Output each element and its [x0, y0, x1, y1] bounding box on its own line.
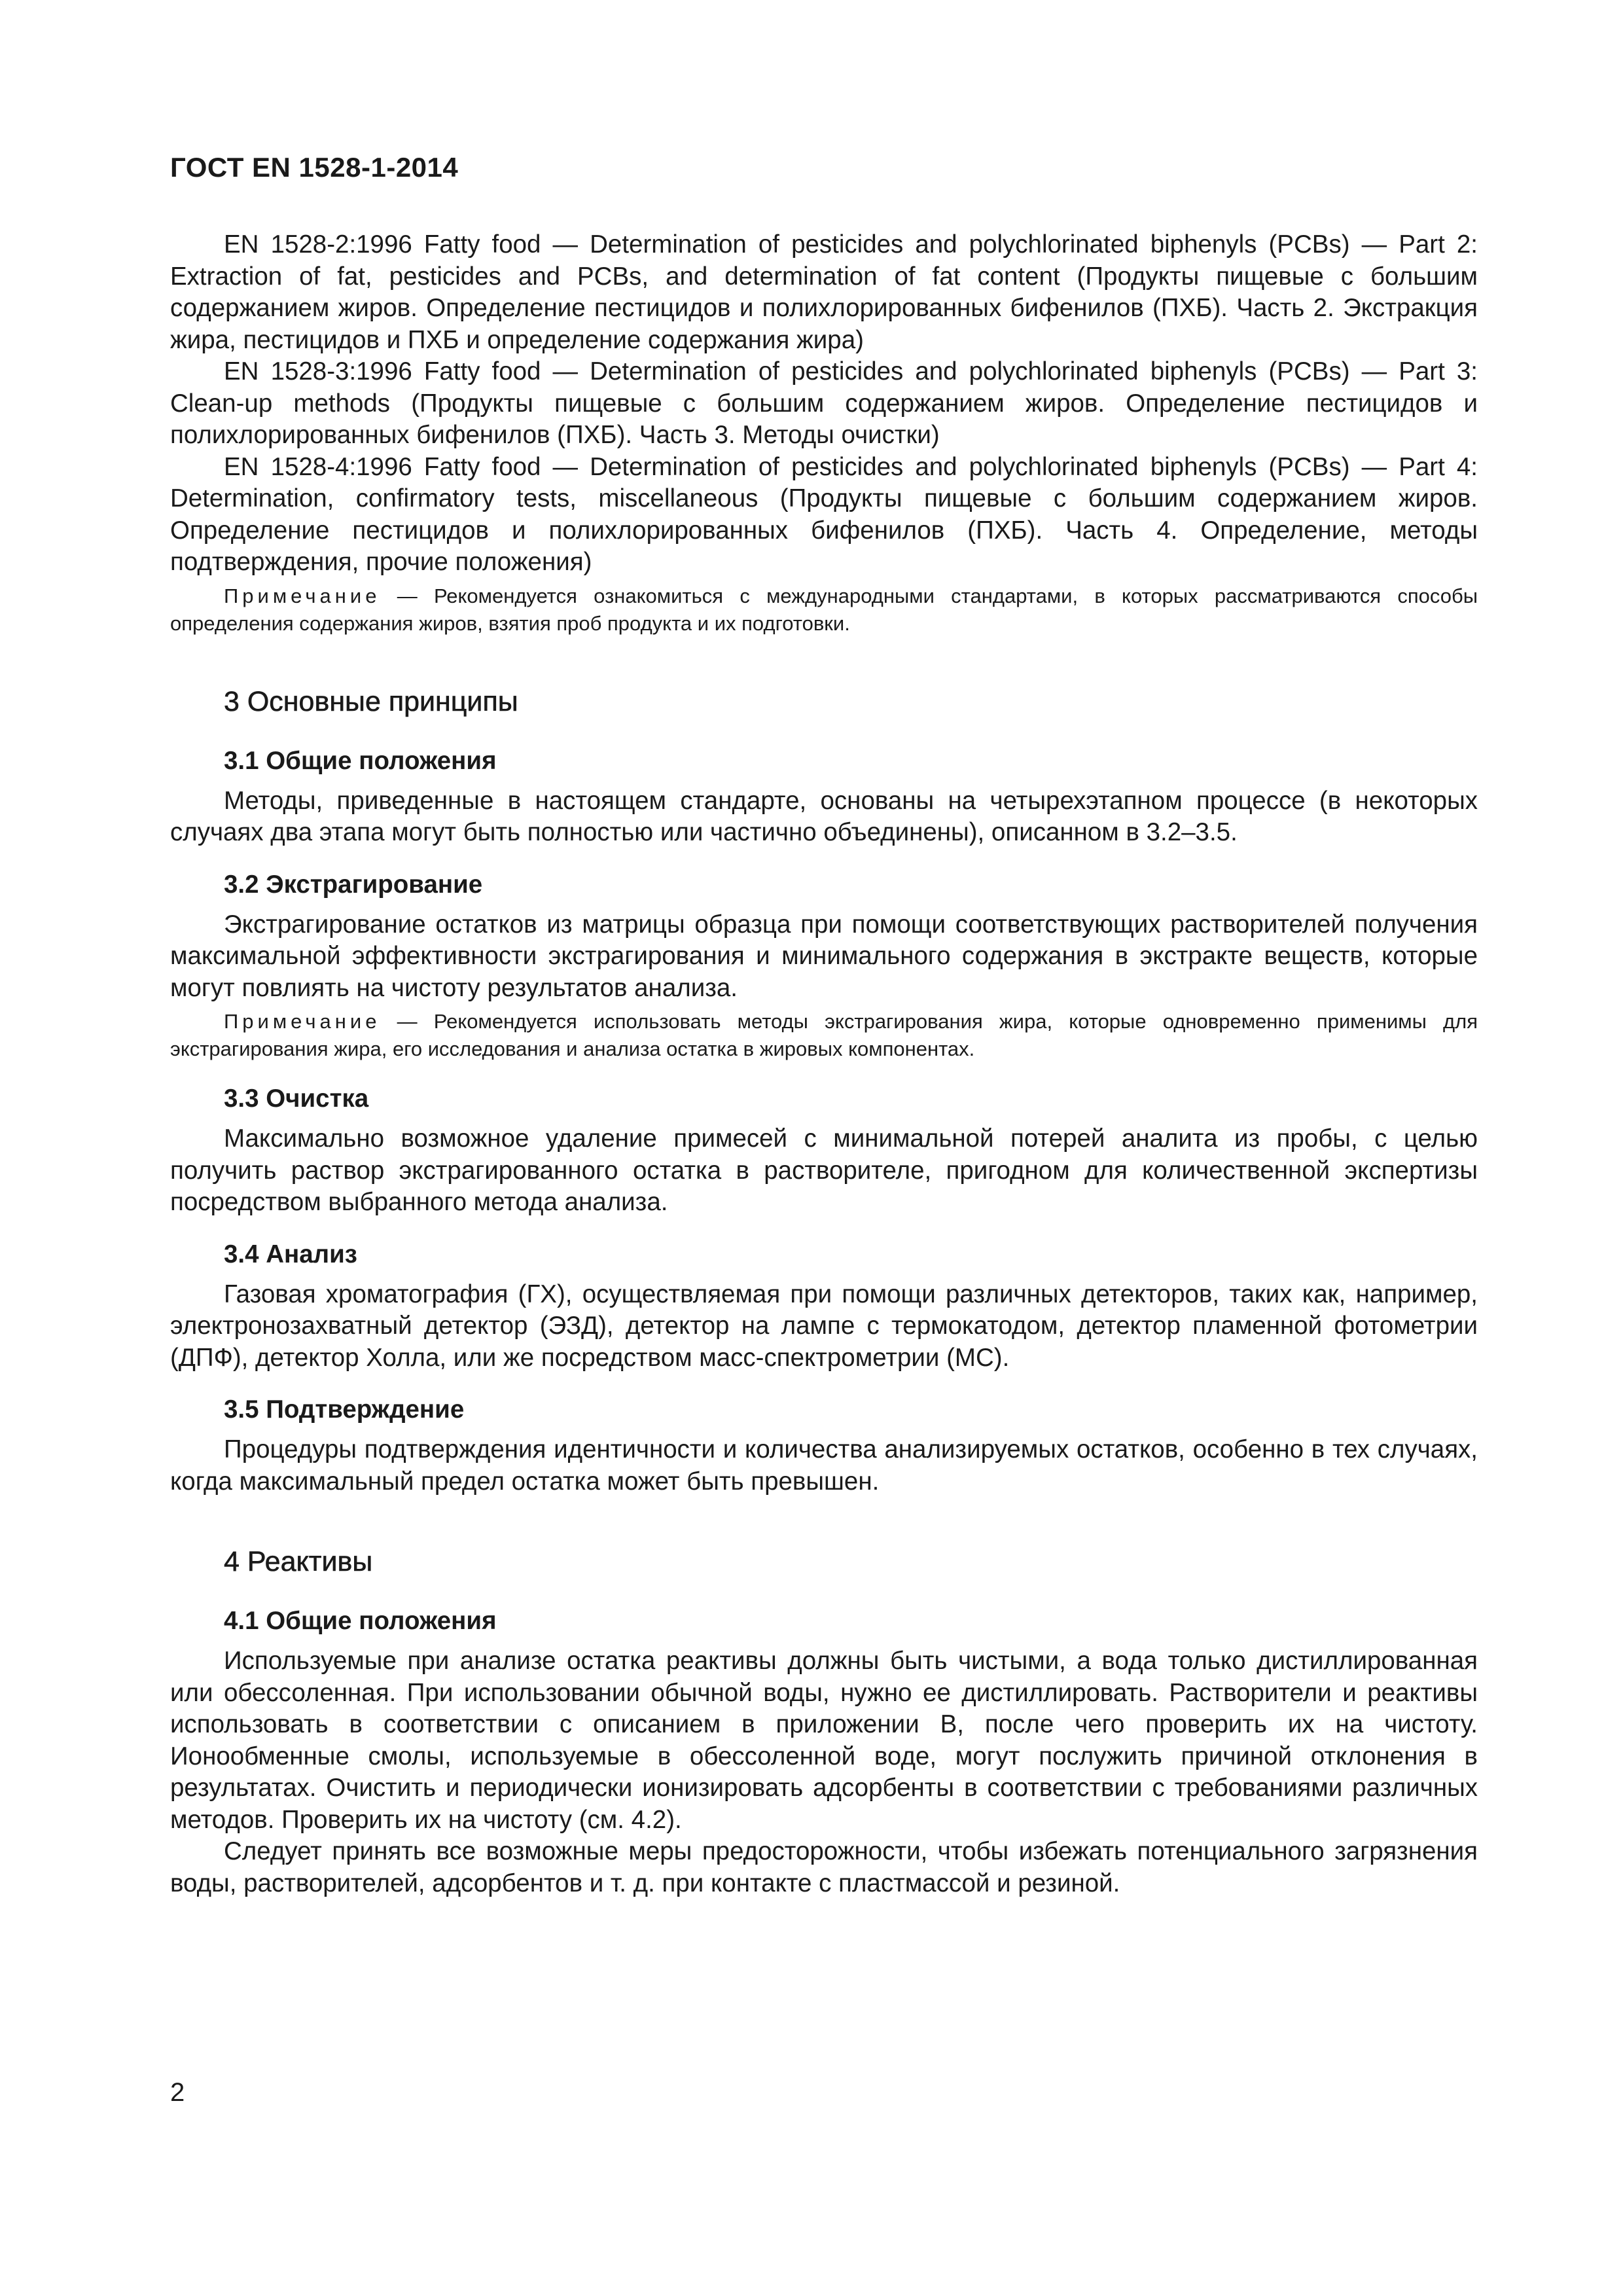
subsection-3-1-title: 3.1 Общие положения — [224, 746, 497, 775]
note-text: — Рекомендуется ознакомиться с международными стандартами, в которых рассматриваются способы определения содержания жиров, взятия проб продукта и их подготовки. — [170, 584, 1478, 635]
subsection-3-1-text: Методы, приведенные в настоящем стандарте, основаны на четырехэтапном процессе (в некоторых случаях два этапа могут быть полностью или частично объединены), описанном в 3.2–3.5. — [170, 786, 1478, 846]
subsection-3-2-text: Экстрагирование остатков из матрицы образца при помощи соответствующих растворителей получения максимальной эффективности экстрагирования и минимального содержания в экстракте веществ, которые могут повлиять на чистоту результатов анализа. — [170, 910, 1478, 1002]
section-3-title: 3 Основные принципы — [224, 685, 518, 717]
subsection-3-3-title: 3.3 Очистка — [224, 1085, 369, 1113]
subsection-4-1-title: 4.1 Общие положения — [224, 1607, 497, 1635]
reference-en-1528-3: EN 1528-3:1996 Fatty food — Determination of pesticides and polychlorinated biphenyls (PCBs) — Part 3: Clean-up methods (Продукты пищевые с большим содержанием жиров. Определение пестицидов и полихлорированных бифенилов (ПХБ). Часть 3. Методы очистки) — [170, 357, 1478, 449]
document-header: ГОСТ EN 1528-1-2014 — [170, 152, 459, 183]
subsection-3-4-title: 3.4 Анализ — [224, 1240, 357, 1268]
note-label: Примечание — [224, 584, 381, 607]
note-references — [170, 583, 1478, 637]
subsection-3-4-text: Газовая хроматография (ГХ), осуществляемая при помощи различных детекторов, таких как, например, электронозахватный детектор (ЭЗД), детектор на лампе с термокатодом, детектор пламенной фотометрии (ДПФ), детектор Холла, или же посредством масс-спектрометрии (МС). — [170, 1280, 1478, 1372]
page-number: 2 — [170, 2078, 185, 2107]
subsection-4-1-paragraph-1: Используемые при анализе остатка реактивы должны быть чистыми, а вода только дистиллированная или обессоленная. При использовании обычной воды, нужно ее дистиллировать. Растворители и реактивы использовать в соответствии с описанием в приложении В, после чего проверить их на чистоту. Ионообменные смолы, используемые в обессоленной воде, могут послужить причиной отклонения в результатах. Очистить и периодически ионизировать адсорбенты в соответствии с требованиями различных методов. Проверить их на чистоту (см. 4.2). — [170, 1647, 1478, 1834]
note-extraction — [170, 1008, 1478, 1063]
subsection-3-5-text: Процедуры подтверждения идентичности и количества анализируемых остатков, особенно в тех случаях, когда максимальный предел остатка может быть превышен. — [170, 1435, 1478, 1496]
reference-en-1528-4: EN 1528-4:1996 Fatty food — Determination of pesticides and polychlorinated biphenyls (PCBs) — Part 4: Determination, confirmatory tests, miscellaneous (Продукты пищевые с большим содержанием жиров. Определение пестицидов и полихлорированных бифенилов (ПХБ). Часть 4. Определение, методы подтверждения, прочие положения) — [170, 452, 1478, 576]
note-label: Примечание — [224, 1010, 381, 1033]
document-page — [170, 149, 1478, 1899]
reference-en-1528-2: EN 1528-2:1996 Fatty food — Determination of pesticides and polychlorinated biphenyls (PCBs) — Part 2: Extraction of fat, pesticides and PCBs, and determination of fat content (Продукты пищевые с большим содержанием жиров. Определение пестицидов и полихлорированных бифенилов (ПХБ). Часть 2. Экстракция жира, пестицидов и ПХБ и определение содержания жира) — [170, 230, 1478, 354]
subsection-3-5-title: 3.5 Подтверждение — [224, 1395, 465, 1424]
section-4-title: 4 Реактивы — [224, 1546, 373, 1577]
subsection-4-1-paragraph-2: Следует принять все возможные меры предосторожности, чтобы избежать потенциального загрязнения воды, растворителей, адсорбентов и т. д. при контакте с пластмассой и резиной. — [170, 1837, 1478, 1897]
subsection-3-3-text: Максимально возможное удаление примесей с минимальной потерей аналита из пробы, с целью получить раствор экстрагированного остатка в растворителе, пригодном для количественной экспертизы посредством выбранного метода анализа. — [170, 1124, 1478, 1216]
note-text: — Рекомендуется использовать методы экстрагирования жира, которые одновременно применимы для экстрагирования жира, его исследования и анализа остатка в жировых компонентах. — [170, 1010, 1478, 1060]
subsection-3-2-title: 3.2 Экстрагирование — [224, 870, 483, 899]
